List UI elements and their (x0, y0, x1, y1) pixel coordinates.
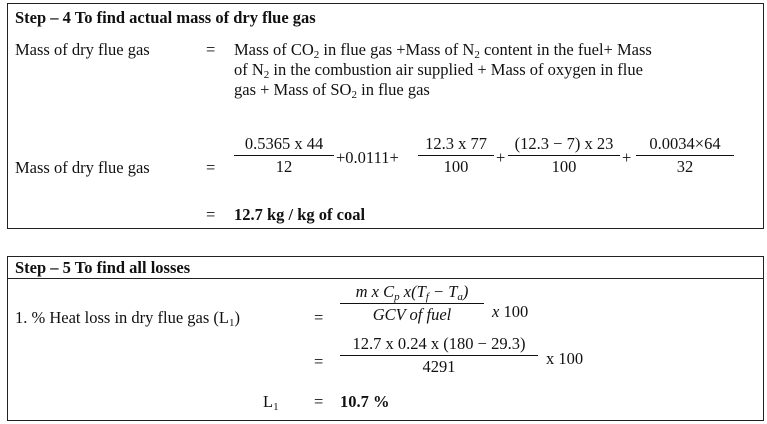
l1-label: $L_1$ (263, 392, 279, 413)
desc-line-2: of $N_2$ in the combustion air supplied + Mass of oxygen in flue (234, 60, 643, 81)
step5-box (7, 256, 764, 421)
times-100-b: x 100 (546, 349, 584, 368)
l1-result: 10.7 % (340, 392, 390, 411)
step5-heading: Step – 5 To find all losses (15, 258, 191, 277)
desc-line-3: gas + Mass of $SO_2$ in flue gas (234, 80, 430, 101)
heat-loss-label: 1. % Heat loss in dry flue gas $(L_1)$ (15, 308, 240, 329)
times-100-a: x 100 (492, 302, 529, 321)
plus-c: + (622, 148, 632, 167)
plus-b: + (496, 148, 506, 167)
loss-formula-fraction: m x $C_p$ $x(T_f - T_a)$ GCV of fuel (340, 283, 484, 324)
step4-equals: = (206, 40, 216, 59)
substitution-fraction: $\frac{12.7 x 0.24 x (180 - 29.3)}{4291}$ (340, 335, 538, 376)
term1-fraction: $\frac{0.5365 x 44}{12}$ (234, 135, 334, 176)
step4-box (7, 3, 764, 229)
substitution-equals: = (314, 352, 324, 371)
step4-equals-2: = (206, 158, 216, 177)
step4-result-equals: = (206, 205, 216, 224)
l1-equals: = (314, 392, 324, 411)
step4-heading: Step – 4 To find actual mass of dry flue gas (15, 8, 316, 27)
step4-label-2: Mass of dry flue gas (15, 158, 150, 177)
step5-header-row (8, 257, 763, 279)
plus-a: +0.0111+ (336, 148, 399, 167)
term2-fraction: $\frac{12.3 x 77}{100}$ (418, 135, 494, 176)
term4-fraction: $\frac{0.0034\times 64}{32}$ (636, 135, 734, 176)
term3-fraction: $\frac{(12.3 - 7) x 23}{100}$ (508, 135, 620, 176)
heat-loss-equals: = (314, 308, 324, 327)
step4-label: Mass of dry flue gas (15, 40, 150, 59)
step4-result: 12.7 kg / kg of coal (234, 205, 366, 224)
desc-line-1: Mass of $CO_2$ in flue gas +Mass of $N_2$ content in the fuel+ Mass (234, 40, 652, 61)
